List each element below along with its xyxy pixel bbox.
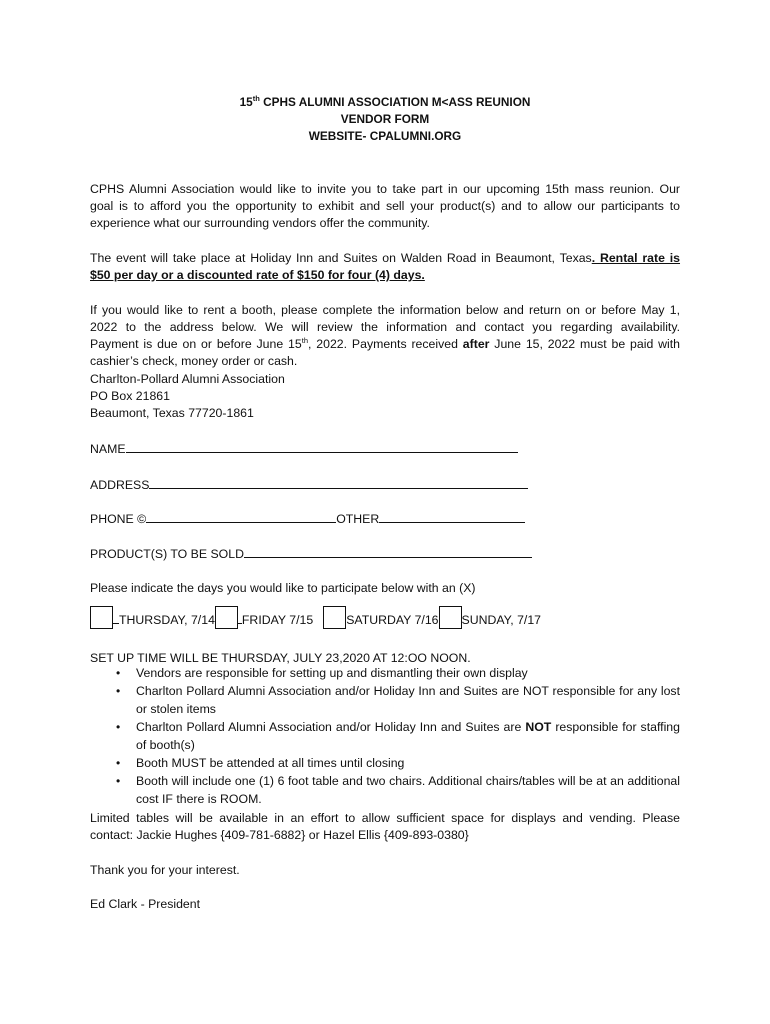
products-input-line[interactable] bbox=[244, 545, 532, 558]
setup-heading: SET UP TIME WILL BE THURSDAY, JULY 23,2020 AT 12:OO NOON. bbox=[90, 651, 471, 665]
phone-input-line[interactable] bbox=[146, 510, 336, 523]
rule-item: • Booth MUST be attended at all times until closing bbox=[116, 756, 405, 770]
mailing-city: Beaumont, Texas 77720-1861 bbox=[90, 406, 254, 420]
rule-item: • Vendors are responsible for setting up and dismantling their own display bbox=[116, 666, 528, 680]
rules-list bbox=[90, 664, 680, 808]
form-subtitle: VENDOR FORM bbox=[340, 112, 430, 126]
saturday-checkbox[interactable] bbox=[323, 606, 346, 629]
address-label: ADDRESS bbox=[90, 478, 150, 492]
form-title: 15th CPHS ALUMNI ASSOCIATION M<ASS REUNION bbox=[239, 94, 531, 109]
booth-line-2: 2022 to the address below. We will review the information and contact you regarding availability. bbox=[90, 320, 680, 334]
signature-line: Ed Clark - President bbox=[90, 897, 201, 911]
event-line-2: $50 per day or a discounted rate of $150 for four (4) days. bbox=[90, 268, 425, 282]
thursday-label: THURSDAY, 7/14 bbox=[119, 613, 215, 627]
website-line: WEBSITE- CPALUMNI.ORG bbox=[308, 129, 462, 143]
booth-line-1: If you would like to rent a booth, please complete the information below and return on or before May 1, bbox=[90, 303, 680, 317]
phone-field[interactable] bbox=[90, 510, 525, 528]
sunday-checkbox[interactable] bbox=[439, 606, 462, 629]
other-label: OTHER bbox=[336, 512, 380, 526]
mailing-po-box: PO Box 21861 bbox=[90, 389, 170, 403]
other-input-line[interactable] bbox=[379, 510, 525, 523]
name-label: NAME bbox=[90, 442, 126, 456]
address-field[interactable] bbox=[90, 476, 528, 494]
intro-line-3: experience what our surrounding vendors offer the community. bbox=[90, 216, 430, 230]
rule-item: • Booth will include one (1) 6 foot table and two chairs. Additional chairs/tables will be at an additional cost IF there is ROOM. bbox=[116, 774, 680, 806]
phone-label: PHONE © bbox=[90, 512, 147, 526]
mailing-org: Charlton-Pollard Alumni Association bbox=[90, 372, 285, 386]
name-input-line[interactable] bbox=[126, 440, 518, 453]
booth-line-4: cashier’s check, money order or cash. bbox=[90, 354, 298, 368]
sunday-label: SUNDAY, 7/17 bbox=[461, 613, 542, 627]
intro-line-1: CPHS Alumni Association would like to invite you to take part in our upcoming 15th mass reunion. Our bbox=[90, 182, 680, 196]
days-checkbox-row bbox=[90, 606, 541, 632]
thursday-checkbox[interactable] bbox=[90, 606, 113, 629]
limited-line-1: Limited tables will be available in an effort to allow sufficient space for displays and vending. Please bbox=[90, 811, 680, 825]
booth-line-3: Payment is due on or before June 15th, 2022. Payments received after June 15, 2022 must be paid with bbox=[90, 335, 681, 351]
rule-item: • Charlton Pollard Alumni Association and/or Holiday Inn and Suites are NOT responsible for staffing of booth(s) bbox=[116, 720, 680, 752]
saturday-label: SATURDAY 7/16 bbox=[346, 613, 439, 627]
rule-item: • Charlton Pollard Alumni Association and/or Holiday Inn and Suites are NOT responsible for any lost or stolen items bbox=[116, 684, 680, 716]
friday-label: FRIDAY 7/15 bbox=[241, 613, 314, 627]
limited-line-2: contact: Jackie Hughes {409-781-6882} or Hazel Ellis {409-893-0380} bbox=[90, 828, 469, 842]
products-field[interactable] bbox=[90, 545, 532, 563]
products-label: PRODUCT(S) TO BE SOLD bbox=[90, 547, 244, 561]
intro-line-2: goal is to afford you the opportunity to exhibit and sell your product(s) and to allow our participants to bbox=[90, 199, 680, 213]
thanks-line: Thank you for your interest. bbox=[90, 863, 240, 877]
days-instruction: Please indicate the days you would like to participate below with an (X) bbox=[90, 581, 476, 595]
friday-checkbox[interactable] bbox=[215, 606, 238, 629]
name-field[interactable] bbox=[90, 440, 518, 458]
event-line-1: The event will take place at Holiday Inn and Suites on Walden Road in Beaumont, Texas. Rental rate is bbox=[90, 251, 681, 265]
address-input-line[interactable] bbox=[149, 476, 528, 489]
